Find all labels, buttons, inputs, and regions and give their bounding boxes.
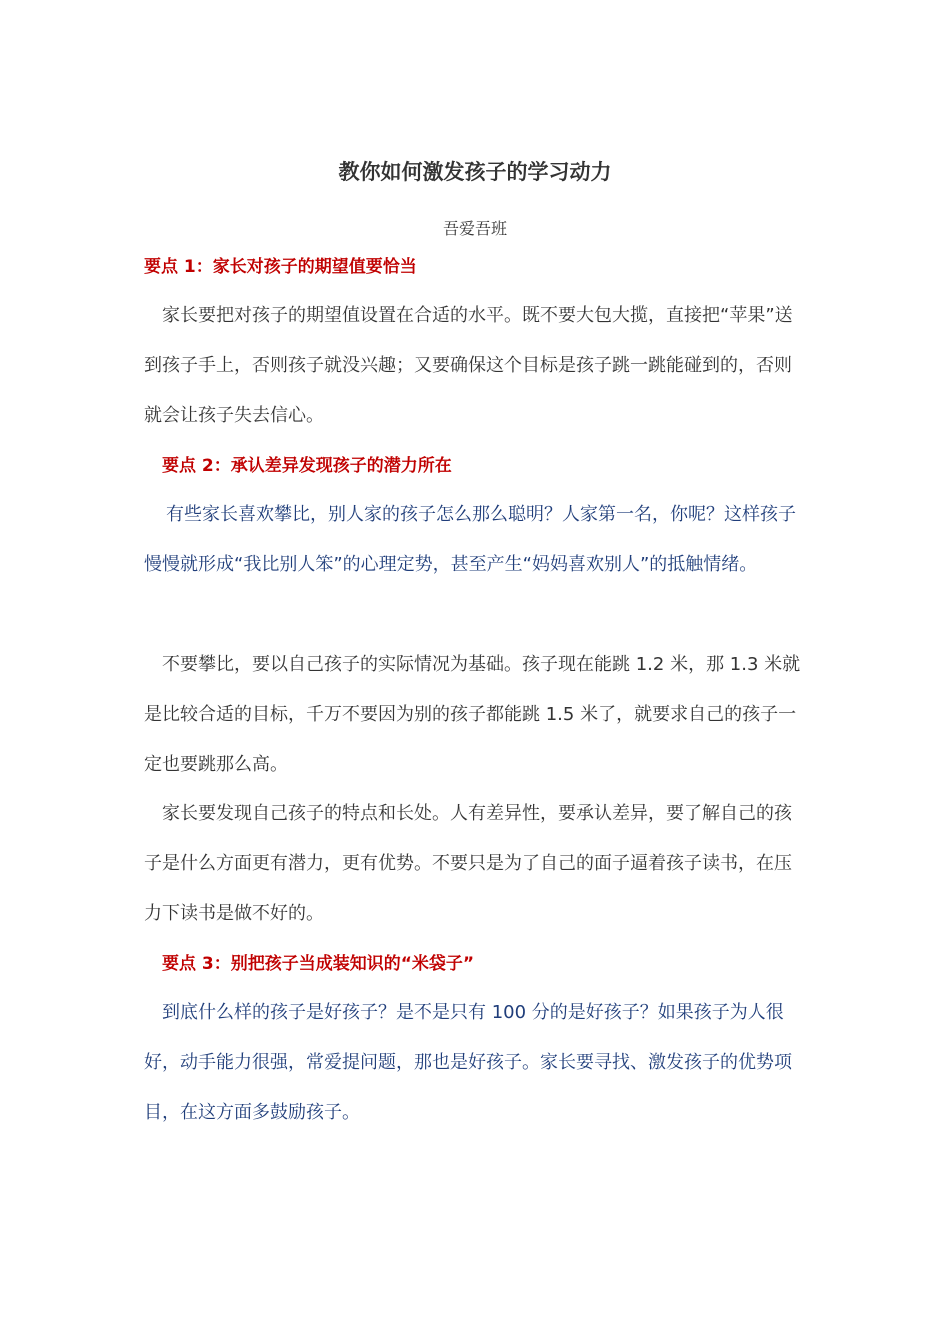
page-title: 教你如何激发孩子的学习动力 <box>338 160 612 184</box>
section-2-paragraph-1: 有些家长喜欢攀比，别人家的孩子怎么那么聪明？人家第一名，你呢？这样孩子慢慢就形成“我比别人笨”的心理定势，甚至产生“妈妈喜欢别人”的抵触情绪。 <box>144 504 796 575</box>
section-3-paragraph-1: 到底什么样的孩子是好孩子？是不是只有 100 分的是好孩子？如果孩子为人很好，动手能力很强，常爱提问题，那也是好孩子。家长要寻找、激发孩子的优势项目，在这方面多鼓励孩子。 <box>144 1002 792 1123</box>
section-1-paragraph-1: 家长要把对孩子的期望值设置在合适的水平。既不要大包大揽，直接把“苹果”送到孩子手上，否则孩子就没兴趣；又要确保这个目标是孩子跳一跳能碰到的，否则就会让孩子失去信心。 <box>144 305 793 426</box>
section-heading-3: 要点 3：别把孩子当成装知识的“米袋子” <box>162 954 475 974</box>
section-2-paragraph-3: 家长要发现自己孩子的特点和长处。人有差异性，要承认差异，要了解自己的孩子是什么方面更有潜力，更有优势。不要只是为了自己的面子逼着孩子读书，在压力下读书是做不好的。 <box>144 803 792 924</box>
author-line: 吾爱吾班 <box>442 219 507 238</box>
section-2-paragraph-2: 不要攀比，要以自己孩子的实际情况为基础。孩子现在能跳 1.2 米，那 1.3 米就是比较合适的目标，千万不要因为别的孩子都能跳 1.5 米了，就要求自己的孩子一定也要跳那么高。 <box>144 654 801 775</box>
section-heading-2: 要点 2：承认差异发现孩子的潜力所在 <box>162 456 452 476</box>
section-heading-1: 要点 1：家长对孩子的期望值要恰当 <box>144 257 417 277</box>
